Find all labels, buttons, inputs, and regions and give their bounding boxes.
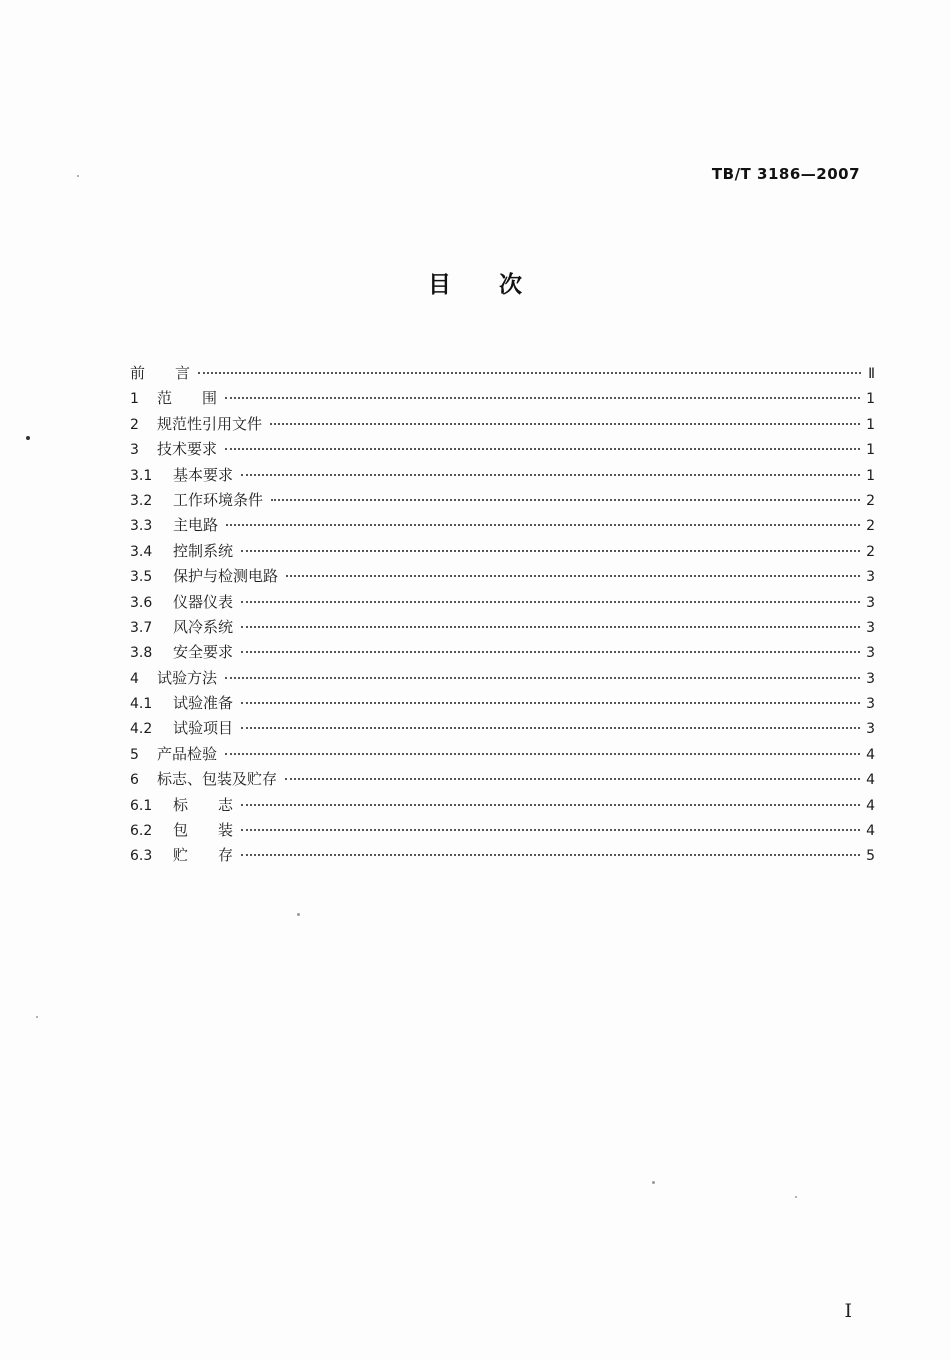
toc-entry — [130, 413, 875, 438]
toc-entry-label — [130, 565, 278, 586]
toc-entry-label — [130, 641, 233, 662]
toc-entry-title: 规范性引用文件 — [157, 414, 263, 433]
toc-entry-title: 安全要求 — [173, 643, 234, 662]
dot-leader — [241, 626, 860, 628]
toc-entry-number: 4 — [130, 670, 139, 687]
toc-entry-number: 4.2 — [130, 721, 153, 738]
dot-leader — [241, 854, 860, 856]
toc-entry-number: 1 — [130, 391, 139, 408]
toc-entry — [130, 743, 875, 768]
toc-entry-label — [130, 616, 233, 637]
dot-leader — [241, 727, 860, 729]
toc-entry-page: 4 — [866, 772, 875, 789]
toc-entry-page: 1 — [866, 467, 875, 484]
toc-entry-title: 基本要求 — [173, 465, 234, 484]
page-number: I — [844, 1300, 852, 1322]
toc-entry-title: 试验方法 — [157, 668, 218, 687]
toc-entry-title: 包 装 — [173, 821, 234, 840]
toc-entry-page: 4 — [866, 823, 875, 840]
dot-leader — [225, 677, 860, 679]
toc-entry-number: 3.7 — [130, 619, 153, 636]
toc-entry — [130, 591, 875, 616]
toc-entry-label — [130, 362, 190, 383]
toc-entry — [130, 616, 875, 641]
toc-entry-number: 6.2 — [130, 823, 153, 840]
toc-entry — [130, 438, 875, 463]
dot-leader — [241, 474, 860, 476]
toc-entry-title: 保护与检测电路 — [173, 567, 279, 586]
toc-entry — [130, 387, 875, 412]
toc-entry-number: 3 — [130, 442, 139, 459]
toc-entry-page: 3 — [866, 569, 875, 586]
toc-entry-label — [130, 438, 217, 459]
dot-leader — [286, 575, 860, 577]
toc-entry-page: 4 — [866, 746, 875, 763]
toc-entry-number: 2 — [130, 416, 139, 433]
dot-leader — [241, 702, 860, 704]
standard-code: TB/T 3186—2007 — [711, 165, 860, 183]
toc-entry — [130, 514, 875, 539]
toc-entry-title: 仪器仪表 — [173, 592, 234, 611]
toc-entry-number: 3.6 — [130, 594, 153, 611]
toc-entry-label — [130, 844, 233, 865]
toc-entry-number: 3.1 — [130, 467, 153, 484]
toc-entry-page: 2 — [866, 518, 875, 535]
toc-title-left: 目 — [428, 272, 451, 298]
dot-leader — [285, 778, 860, 780]
toc-entry-number: 3.5 — [130, 569, 153, 586]
table-of-contents — [130, 362, 875, 870]
toc-entry-page: 3 — [866, 670, 875, 687]
scan-speck — [77, 175, 79, 177]
toc-entry-number: 3.4 — [130, 543, 153, 560]
toc-entry-label — [130, 591, 233, 612]
toc-entry — [130, 692, 875, 717]
toc-entry-title: 前 言 — [130, 364, 191, 382]
dot-leader — [241, 829, 860, 831]
toc-entry — [130, 489, 875, 514]
toc-entry-title: 试验项目 — [173, 719, 234, 738]
toc-entry-title: 技术要求 — [157, 440, 218, 459]
dot-leader — [226, 524, 860, 526]
toc-entry-number: 3.3 — [130, 518, 153, 535]
toc-entry-number: 6.3 — [130, 848, 153, 865]
dot-leader — [225, 753, 860, 755]
toc-entry-title: 主电路 — [173, 516, 219, 535]
toc-entry-title: 产品检验 — [157, 744, 218, 763]
toc-entry — [130, 794, 875, 819]
toc-entry-label — [130, 743, 217, 764]
toc-entry-title: 标 志 — [173, 795, 234, 814]
toc-entry — [130, 667, 875, 692]
toc-entry — [130, 819, 875, 844]
toc-entry-number: 6.1 — [130, 797, 153, 814]
toc-entry-title: 标志、包装及贮存 — [157, 770, 278, 789]
toc-entry-page: 2 — [866, 543, 875, 560]
dot-leader — [241, 601, 860, 603]
toc-entry-label — [130, 667, 217, 688]
toc-entry-label — [130, 464, 233, 485]
toc-entry-label — [130, 819, 233, 840]
scan-speck — [652, 1181, 655, 1184]
toc-entry — [130, 844, 875, 869]
toc-entry — [130, 565, 875, 590]
dot-leader — [270, 423, 860, 425]
toc-entry-page: 5 — [866, 848, 875, 865]
toc-entry — [130, 641, 875, 666]
toc-entry-page: 3 — [866, 645, 875, 662]
toc-entry-label — [130, 387, 217, 408]
dot-leader — [225, 397, 860, 399]
toc-entry-title: 贮 存 — [173, 846, 234, 865]
toc-entry-page: 4 — [866, 797, 875, 814]
dot-leader — [241, 804, 860, 806]
toc-entry-number: 6 — [130, 772, 139, 789]
dot-leader — [198, 372, 861, 374]
toc-entry-page: 3 — [866, 721, 875, 738]
toc-entry-title: 范 围 — [157, 389, 218, 408]
dot-leader — [241, 550, 860, 552]
toc-entry-label — [130, 692, 233, 713]
scan-speck — [795, 1196, 797, 1198]
scan-speck — [26, 436, 30, 440]
scan-speck — [36, 1016, 38, 1018]
toc-entry-title: 风冷系统 — [173, 617, 234, 636]
toc-entry-label — [130, 413, 262, 434]
toc-entry-label — [130, 540, 233, 561]
toc-entry-label — [130, 794, 233, 815]
toc-entry-label — [130, 768, 277, 789]
toc-entry-page: 1 — [866, 391, 875, 408]
toc-entry-page: 1 — [866, 442, 875, 459]
toc-entry-page: 3 — [866, 696, 875, 713]
scan-speck — [297, 913, 300, 916]
toc-entry-number: 3.2 — [130, 492, 153, 509]
toc-entry-label — [130, 717, 233, 738]
toc-entry — [130, 362, 875, 387]
dot-leader — [241, 651, 860, 653]
toc-entry-label — [130, 489, 263, 510]
toc-entry-page: 2 — [866, 492, 875, 509]
toc-entry — [130, 464, 875, 489]
dot-leader — [225, 448, 860, 450]
toc-entry-page: 3 — [866, 594, 875, 611]
toc-entry-label — [130, 514, 218, 535]
toc-entry-title: 控制系统 — [173, 541, 234, 560]
toc-entry — [130, 717, 875, 742]
toc-entry-page: Ⅱ — [868, 366, 875, 382]
toc-entry-number: 3.8 — [130, 645, 153, 662]
toc-title-right: 次 — [499, 272, 522, 298]
toc-entry-title: 试验准备 — [173, 694, 234, 713]
toc-entry-title: 工作环境条件 — [173, 490, 264, 509]
toc-entry — [130, 540, 875, 565]
toc-entry-number: 5 — [130, 746, 139, 763]
toc-entry — [130, 768, 875, 793]
dot-leader — [271, 499, 860, 501]
toc-title — [0, 266, 950, 299]
toc-entry-page: 3 — [866, 619, 875, 636]
toc-entry-number: 4.1 — [130, 696, 153, 713]
toc-entry-page: 1 — [866, 416, 875, 433]
